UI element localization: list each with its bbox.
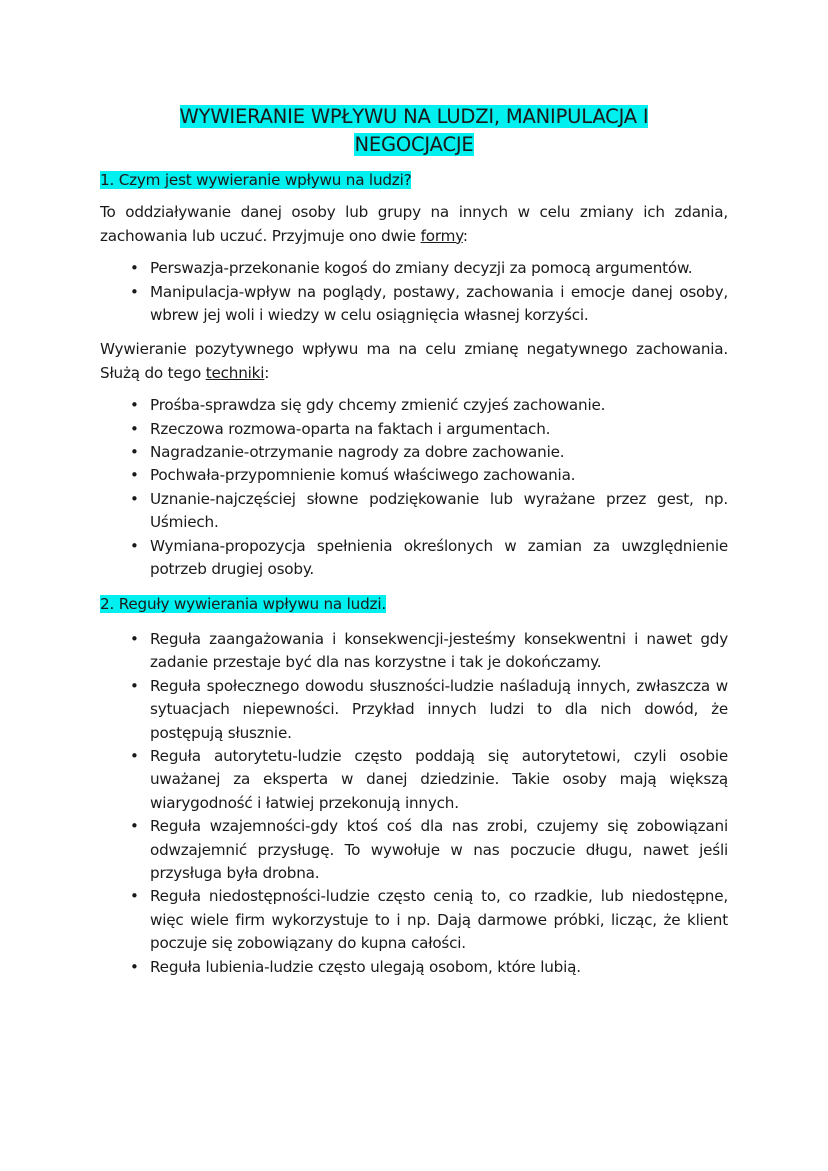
section-1-heading-text: 1. Czym jest wywieranie wpływu na ludzi? — [100, 171, 412, 189]
list-item: • Reguła społecznego dowodu słuszności-ludzie naśladują innych, zwłaszcza w sytuacjach niepewności. Przykład innych ludzi to dla nich dowód, że postępują słusznie. — [150, 675, 728, 745]
text: : — [462, 226, 468, 245]
section-1-heading — [100, 169, 728, 192]
list-item: • Rzeczowa rozmowa-oparta na faktach i argumentach. — [150, 418, 728, 441]
list-item: • Reguła wzajemności-gdy ktoś coś dla nas zrobi, czujemy się zobowiązani odwzajemnić przysługę. To wywołuje w nas poczucie długu, nawet jeśli przysługa była drobna. — [150, 815, 728, 885]
list-item: • Nagradzanie-otrzymanie nagrody za dobre zachowanie. — [150, 441, 728, 464]
text: To oddziaływanie danej osoby lub grupy na innych w celu zmiany ich zdania, zachowania lub uczuć. Przyjmuje ono dwie — [100, 203, 728, 245]
forms-list — [100, 257, 728, 327]
list-item: • Reguła lubienia-ludzie często ulegają osobom, które lubią. — [150, 956, 728, 979]
text: : — [264, 363, 270, 382]
section-2-heading-text: 2. Reguły wywierania wpływu na ludzi. — [100, 594, 386, 613]
title-line-1: WYWIERANIE WPŁYWU NA LUDZI, MANIPULACJA I — [179, 105, 649, 128]
list-item: • Uznanie-najczęściej słowne podziękowanie lub wyrażane przez gest, np. Uśmiech. — [150, 488, 728, 535]
underlined-term: formy — [420, 226, 463, 245]
underlined-term: techniki — [205, 363, 265, 382]
section-1-paragraph-2 — [100, 338, 728, 385]
techniques-list — [100, 394, 728, 581]
list-item: • Wymiana-propozycja spełnienia określonych w zamian za uwzględnienie potrzeb drugiej osoby. — [150, 535, 728, 582]
list-item: • Perswazja-przekonanie kogoś do zmiany decyzji za pomocą argumentów. — [150, 257, 728, 280]
list-item: • Prośba-sprawdza się gdy chcemy zmienić czyjeś zachowanie. — [150, 394, 728, 417]
rules-list — [100, 628, 728, 979]
section-2-heading — [100, 593, 728, 616]
list-item: • Manipulacja-wpływ na poglądy, postawy, zachowania i emocje danej osoby, wbrew jej woli i wiedzy w celu osiągnięcia własnej korzyści. — [150, 281, 728, 328]
list-item: • Reguła zaangażowania i konsekwencji-jesteśmy konsekwentni i nawet gdy zadanie przestaje być dla nas korzystne i tak je dokończamy. — [150, 628, 728, 675]
list-item: • Pochwała-przypomnienie komuś właściwego zachowania. — [150, 464, 728, 487]
list-item: • Reguła autorytetu-ludzie często poddają się autorytetowi, czyli osobie uważanej za eksperta w danej dziedzinie. Takie osoby mają większą wiarygodność i łatwiej przekonują innych. — [150, 745, 728, 815]
title-line-2: NEGOCJACJE — [354, 133, 474, 156]
document-title — [100, 103, 728, 159]
document-page — [100, 103, 728, 990]
text: Wywieranie pozytywnego wpływu ma na celu zmianę negatywnego zachowania. Służą do tego — [100, 340, 728, 382]
section-1-paragraph-1 — [100, 201, 728, 248]
list-item: • Reguła niedostępności-ludzie często cenią to, co rzadkie, lub niedostępne, więc wiele firm wykorzystuje to i np. Dają darmowe próbki, licząc, że klient poczuje się zobowiązany do kupna całości. — [150, 885, 728, 955]
